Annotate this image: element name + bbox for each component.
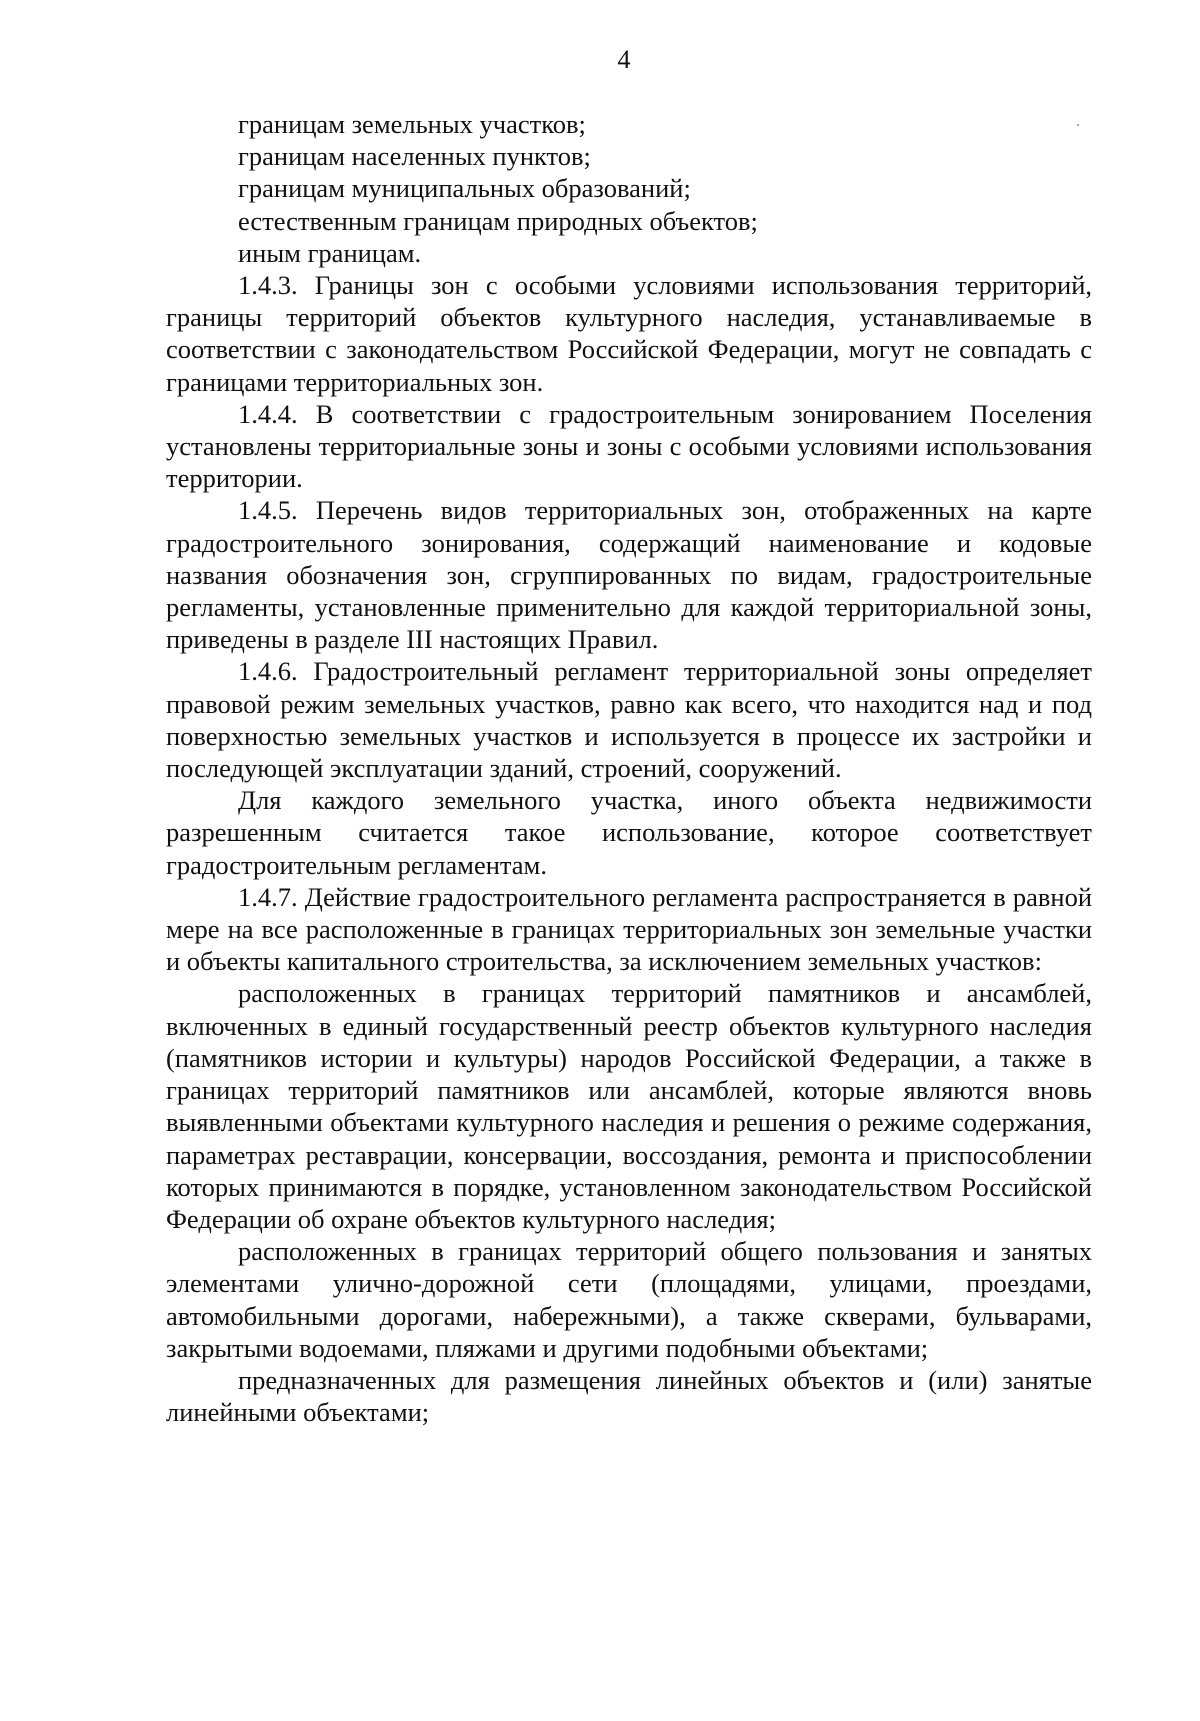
clause-1-4-4: 1.4.4. В соответствии с градостроительным зонированием Поселения установлены территориальные зоны и зоны с особыми условиями использования территории. — [166, 398, 1092, 494]
boundary-item-municipalities: границам муниципальных образований; — [238, 173, 691, 204]
clause-1-4-3: 1.4.3. Границы зон с особыми условиями использования территорий, границы территорий объектов культурного наследия, устанавливаемые в соответствии с законодательством Российской Федерации, могут не совпадать с границами территориальных зон. — [166, 270, 1092, 397]
boundary-item-natural-objects: естественным границам природных объектов; — [238, 205, 758, 236]
boundary-item-land-plots: границам земельных участков; — [238, 109, 586, 139]
page-number: 4 — [617, 45, 631, 74]
clause-1-4-6-continuation: Для каждого земельного участка, иного объекта недвижимости разрешенным считается такое использование, которое соответствует градостроительным регламентам. — [166, 785, 1092, 880]
clause-1-4-5: 1.4.5. Перечень видов территориальных зон, отображенных на карте градостроительного зонирования, содержащий наименование и кодовые названия обозначения зон, сгруппированных по видам, градостроительные регламенты, установленные применительно для каждой территориальной зоны, приведены в разделе III настоящих Правил. — [166, 495, 1092, 655]
boundary-item-other: иным границам. — [238, 237, 422, 268]
document-body — [166, 108, 1092, 1428]
exception-item-cultural-heritage: расположенных в границах территорий памятников и ансамблей, включенных в единый государственный реестр объектов культурного наследия (памятников истории и культуры) народов Российской Федерации, а также в границах территорий памятников или ансамблей, которые являются вновь выявленными объектами культурного наследия и решения о режиме содержания, параметрах реставрации, консервации, воссоздания, ремонта и приспособлении которых принимаются в порядке, установленном законодательством Российской Федерации об охране объектов культурного наследия; — [166, 978, 1092, 1234]
clause-1-4-7: 1.4.7. Действие градостроительного регламента распространяется в равной мере на все расположенные в границах территориальных зон земельные участки и объекты капитального строительства, за исключением земельных участков: — [166, 881, 1092, 977]
exception-item-public-use: расположенных в границах территорий общего пользования и занятых элементами улично-дорожной сети (площадями, улицами, проездами, автомобильными дорогами, набережными), а также скверами, бульварами, закрытыми водоемами, пляжами и другими подобными объектами; — [166, 1236, 1092, 1363]
boundary-item-settlements: границам населенных пунктов; — [238, 141, 591, 172]
exception-item-linear-objects: предназначенных для размещения линейных объектов и (или) занятые линейными объектами; — [166, 1364, 1092, 1428]
clause-1-4-6: 1.4.6. Градостроительный регламент территориальной зоны определяет правовой режим земельных участков, равно как всего, что находится над и под поверхностью земельных участков и используется в процессе их застройки и последующей эксплуатации зданий, строений, сооружений. — [166, 656, 1092, 784]
